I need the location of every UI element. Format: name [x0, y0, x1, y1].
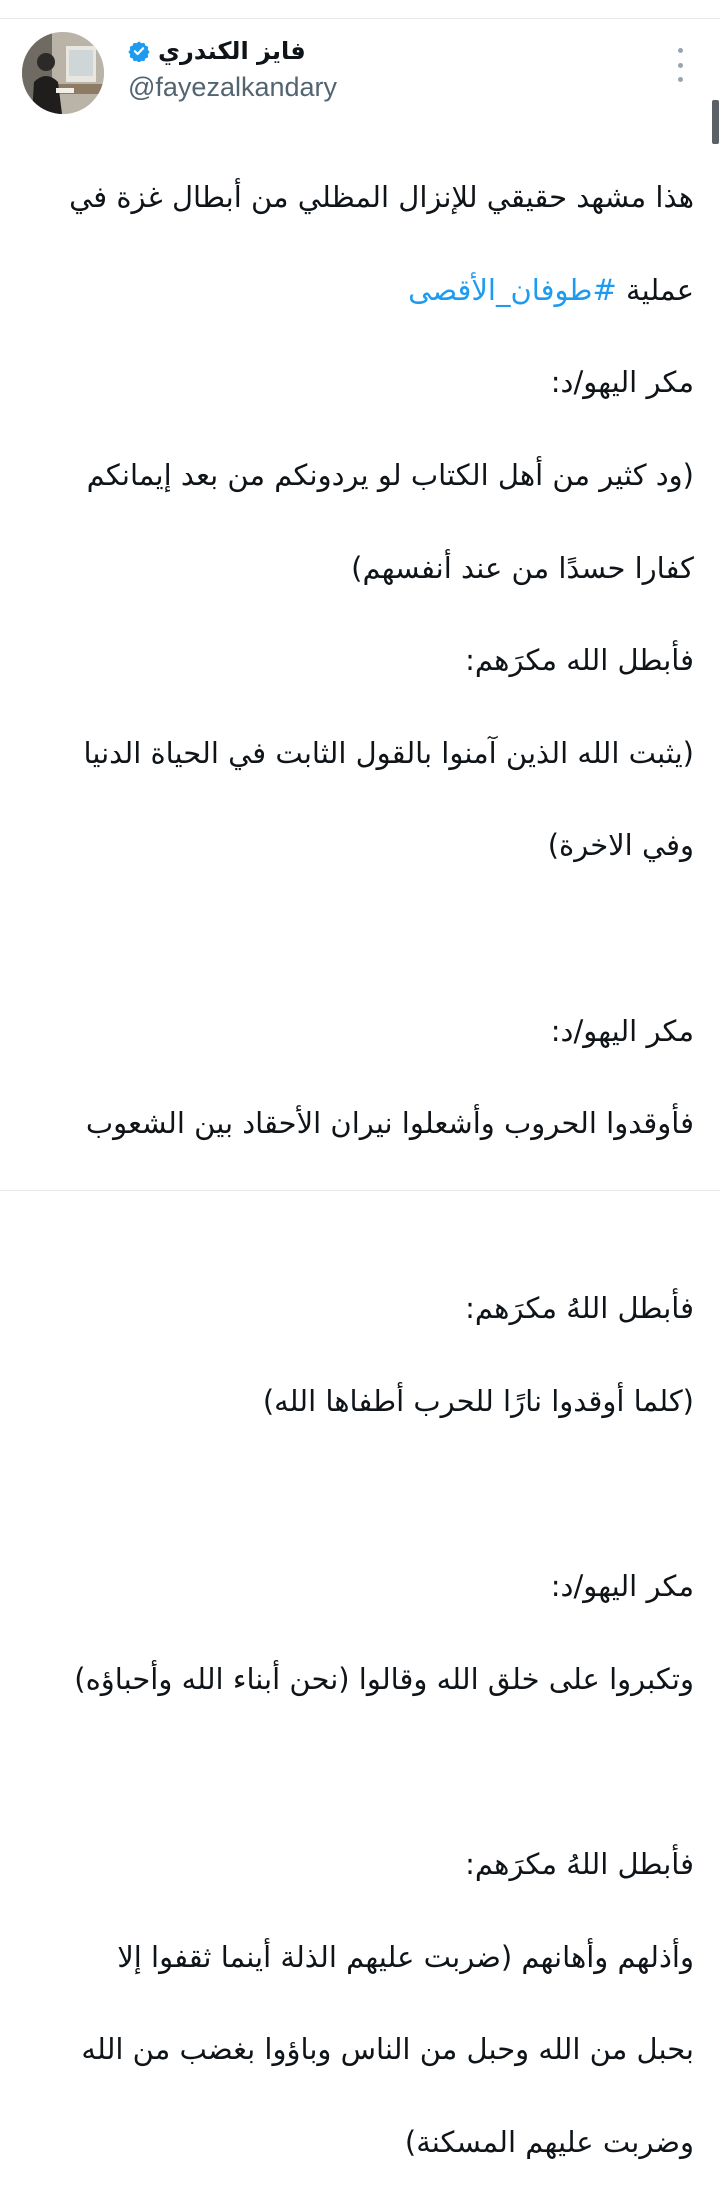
verified-badge-icon: [128, 40, 150, 62]
tweet-line: وضربت عليهم المسكنة): [404, 2124, 694, 2159]
tweet-line: هذا مشهد حقيقي للإنزال المظلي من أبطال غزة في: [69, 180, 694, 215]
more-dot: [678, 63, 683, 68]
tweet-text: [30, 128, 694, 2211]
tweet-blank-line: [30, 1193, 694, 1239]
tweet-header: [0, 24, 720, 124]
tweet-blank-line: [30, 1471, 694, 1517]
tweet-line: وأذلهم وأهانهم (ضربت عليهم الذلة أينما ثقفوا إلا: [117, 1939, 694, 1974]
bottom-divider: [0, 1190, 720, 1191]
avatar[interactable]: [22, 32, 104, 114]
tweet-blank-line: [30, 915, 694, 961]
tweet-line: فأبطل اللهُ مكرَهم:: [465, 1846, 694, 1881]
tweet-line: فأبطل اللهُ مكرَهم:: [465, 1291, 694, 1326]
hashtag-link[interactable]: #طوفان_الأقصى: [408, 272, 617, 307]
tweet-line: مكر اليهو/د:: [550, 1013, 694, 1048]
tweet-blank-line: [30, 1748, 694, 1794]
tweet-line: وفي الاخرة): [547, 828, 694, 863]
more-options-icon[interactable]: [670, 48, 690, 82]
author-handle[interactable]: @fayezalkandary: [128, 72, 338, 102]
tweet-line: (ود كثير من أهل الكتاب لو يردونكم من بعد إيمانكم: [86, 458, 694, 493]
more-dot: [678, 77, 683, 82]
tweet-line: مكر اليهو/د:: [550, 365, 694, 400]
top-divider: [0, 0, 720, 19]
tweet-line: (يثبت الله الذين آمنوا بالقول الثابت في الحياة الدنيا: [83, 735, 694, 770]
scrollbar[interactable]: [712, 100, 719, 144]
tweet-line: (كلما أوقدوا نارًا للحرب أطفاها الله): [262, 1384, 694, 1419]
tweet-line: فأوقدوا الحروب وأشعلوا نيران الأحقاد بين الشعوب: [85, 1106, 694, 1141]
tweet-line: كفارا حسدًا من عند أنفسهم): [351, 550, 694, 585]
more-dot: [678, 48, 683, 53]
tweet-text-fragment: عملية: [616, 272, 694, 307]
avatar-image: [22, 32, 104, 114]
author-name-row[interactable]: [128, 34, 306, 68]
author-display-name[interactable]: فايز الكندري: [158, 37, 306, 65]
tweet-line: بحبل من الله وحبل من الناس وباؤوا بغضب من الله: [81, 2032, 694, 2067]
tweet-line: وتكبروا على خلق الله وقالوا (نحن أبناء الله وأحباؤه): [74, 1661, 694, 1696]
tweet-line: [30, 267, 694, 313]
tweet-line: مكر اليهو/د:: [550, 1569, 694, 1604]
tweet-line: فأبطل الله مكرَهم:: [465, 643, 694, 678]
